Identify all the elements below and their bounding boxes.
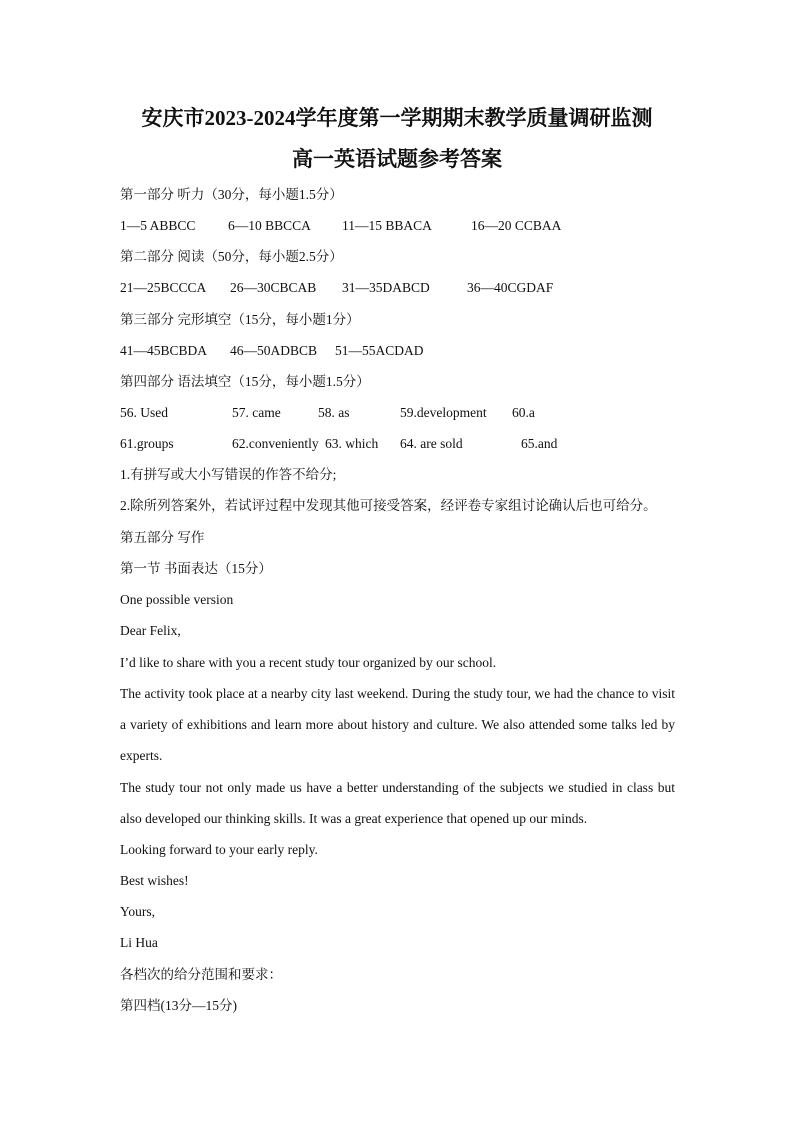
part1-heading: 第一部分 听力（30分，每小题1.5分）	[120, 187, 343, 202]
answer-group: 6—10 BBCCA	[228, 218, 311, 233]
answer-group: 1—5 ABBCC	[120, 218, 196, 233]
scoring-heading: 各档次的给分范围和要求：	[120, 967, 282, 982]
grammar-answer: 63. which	[325, 436, 379, 451]
grammar-answer: 61.groups	[120, 436, 174, 451]
grammar-answer: 62.conveniently	[232, 436, 319, 451]
letter-paragraph: The activity took place at a nearby city last weekend. During the study tour, we had the chance to visit a variety of exhibitions and learn more about history and culture. We also attended some talks led by experts.	[120, 686, 675, 764]
answer-group: 46—50ADBCB	[230, 343, 318, 358]
letter-signature: Li Hua	[120, 935, 158, 950]
part3-heading: 第三部分 完形填空（15分，每小题1分）	[120, 312, 360, 327]
answer-group: 11—15 BBACA	[342, 218, 432, 233]
section1-heading: 第一节 书面表达（15分）	[120, 561, 272, 576]
grammar-answer: 60.a	[512, 405, 535, 420]
answer-group: 36—40CGDAF	[467, 280, 554, 295]
part5-heading: 第五部分 写作	[120, 530, 205, 545]
scoring-note: 2.除所列答案外，若试评过程中发现其他可接受答案，经评卷专家组讨论确认后也可给分。	[120, 498, 657, 513]
letter-closing: Best wishes!	[120, 873, 189, 888]
answer-group: 31—35DABCD	[342, 280, 430, 295]
grammar-answer: 58. as	[318, 405, 350, 420]
document-title: 安庆市2023-2024学年度第一学期期末教学质量调研监测	[141, 106, 653, 130]
scoring-note: 1.有拼写或大小写错误的作答不给分;	[120, 467, 337, 482]
grammar-answer: 57. came	[232, 405, 281, 420]
part4-heading: 第四部分 语法填空（15分，每小题1.5分）	[120, 374, 370, 389]
grammar-answer: 56. Used	[120, 405, 168, 420]
grammar-answer: 64. are sold	[400, 436, 463, 451]
grammar-answer: 65.and	[521, 436, 558, 451]
letter-closing: Yours,	[120, 904, 156, 919]
version-label: One possible version	[120, 592, 234, 607]
letter-salutation: Dear Felix,	[120, 623, 181, 638]
part2-heading: 第二部分 阅读（50分，每小题2.5分）	[120, 249, 343, 264]
grammar-answer: 59.development	[400, 405, 487, 420]
document-subtitle: 高一英语试题参考答案	[292, 147, 502, 171]
answer-group: 26—30CBCAB	[230, 280, 317, 295]
answer-group: 41—45BCBDA	[120, 343, 208, 358]
letter-paragraph: I’d like to share with you a recent study tour organized by our school.	[120, 655, 497, 670]
letter-paragraph: The study tour not only made us have a better understanding of the subjects we studied in class but also developed our thinking skills. It was a great experience that opened up our minds.	[120, 780, 675, 827]
answer-group: 21—25BCCCA	[120, 280, 207, 295]
letter-closing: Looking forward to your early reply.	[120, 842, 318, 857]
answer-group: 16—20 CCBAA	[471, 218, 562, 233]
scoring-level: 第四档(13分—15分)	[120, 998, 237, 1013]
answer-group: 51—55ACDAD	[335, 343, 424, 358]
